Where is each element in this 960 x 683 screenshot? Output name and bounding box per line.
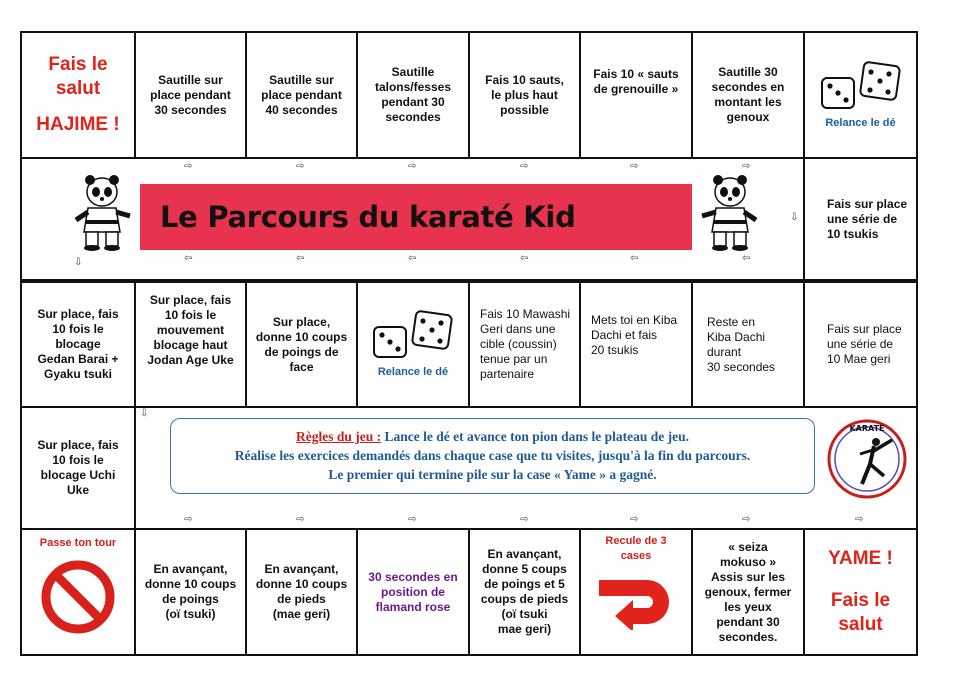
arrow-right-icon: ⇨ bbox=[408, 161, 417, 172]
arrow-down-icon: ⇩ bbox=[74, 257, 83, 268]
karate-seal-icon bbox=[826, 418, 908, 500]
cell-oi-tsuki[interactable] bbox=[134, 528, 247, 656]
cell-yame-end[interactable] bbox=[803, 528, 918, 656]
arrow-right-icon: ⇨ bbox=[520, 161, 529, 172]
no-entry-icon bbox=[38, 557, 118, 637]
arrow-down-icon: ⇩ bbox=[140, 408, 149, 419]
rules-text1: Lance le dé et avance ton pion dans le plateau de jeu. bbox=[384, 429, 689, 444]
arrow-right-icon: ⇨ bbox=[630, 514, 639, 525]
cell-poings-pieds[interactable] bbox=[468, 528, 581, 656]
cell-genoux[interactable] bbox=[691, 31, 805, 159]
arrow-right-icon: ⇨ bbox=[296, 514, 305, 525]
arrow-right-icon: ⇨ bbox=[520, 514, 529, 525]
cell-sauts[interactable] bbox=[468, 31, 581, 159]
rules-line2: Réalise les exercices demandés dans chaque case que tu visites, jusqu'à la fin du parcours. bbox=[234, 448, 751, 463]
panda-karate-mascot-icon bbox=[72, 172, 132, 252]
cell-text: En avançant, donne 5 coups de poings et 5 coups de pieds (oï tsuki mae geri) bbox=[480, 547, 569, 636]
cell-seiza-mokuso[interactable] bbox=[691, 528, 805, 656]
cell-mae-geri[interactable] bbox=[803, 281, 918, 408]
cell-text: Fais sur place une série de 10 Mae geri bbox=[827, 322, 902, 366]
cell-text: 30 secondes en position de flamand rose bbox=[368, 569, 458, 614]
cell-text: Sautille talons/fesses pendant 30 secondes bbox=[374, 65, 452, 124]
arrow-right-icon: ⇨ bbox=[184, 161, 193, 172]
arrow-right-icon: ⇨ bbox=[855, 514, 864, 525]
cell-text: Sur place, fais 10 fois le mouvement blocage haut Jodan Age Uke bbox=[147, 293, 234, 367]
cell-grenouille[interactable] bbox=[579, 31, 693, 159]
yame-line1: YAME ! bbox=[828, 548, 893, 569]
cell-text: Relance le dé bbox=[377, 366, 449, 378]
cell-text: Sur place, donne 10 coups de poings de face bbox=[255, 314, 348, 374]
cell-passe-ton-tour[interactable] bbox=[20, 528, 136, 656]
cell-relance-1[interactable] bbox=[803, 31, 918, 159]
arrow-right-icon: ⇨ bbox=[408, 514, 417, 525]
yame-line3: salut bbox=[838, 614, 883, 635]
arrow-left-icon: ⇦ bbox=[630, 253, 639, 264]
cell-text: Sautille sur place pendant 40 secondes bbox=[261, 72, 342, 117]
cell-mawashi-geri[interactable] bbox=[468, 281, 581, 408]
cell-text: Sautille sur place pendant 30 secondes bbox=[150, 72, 231, 117]
cell-gedan-barai[interactable] bbox=[20, 281, 136, 408]
cell-text: Fais 10 Mawashi Geri dans une cible (coussin) tenue par un partenaire bbox=[480, 307, 571, 381]
cell-coups-poings-face[interactable] bbox=[245, 281, 358, 408]
dice-icon bbox=[370, 309, 456, 361]
arrow-left-icon: ⇦ bbox=[184, 253, 193, 264]
start-line1: Fais le bbox=[48, 54, 108, 75]
cell-text: « seiza mokuso » Assis sur les genoux, fermer les yeux pendant 30 secondes. bbox=[704, 539, 792, 644]
rules-line1 bbox=[171, 427, 814, 446]
cell-uchi-uke[interactable] bbox=[20, 406, 136, 530]
title-banner bbox=[140, 184, 692, 250]
arrow-right-icon: ⇨ bbox=[742, 161, 751, 172]
cell-text: Passe ton tour bbox=[39, 537, 117, 549]
cell-sautille-30[interactable] bbox=[134, 31, 247, 159]
cell-start-hajime[interactable] bbox=[20, 31, 136, 159]
cell-relance-2[interactable] bbox=[356, 281, 470, 408]
cell-tsukis[interactable] bbox=[803, 157, 918, 281]
cell-talons-fesses[interactable] bbox=[356, 31, 470, 159]
cell-text: En avançant, donne 10 coups de pieds (mae geri) bbox=[255, 562, 348, 621]
cell-text: Recule de 3 cases bbox=[605, 535, 667, 562]
arrow-left-icon: ⇦ bbox=[520, 253, 529, 264]
cell-kiba-dachi-tsukis[interactable] bbox=[579, 281, 693, 408]
arrow-right-icon: ⇨ bbox=[296, 161, 305, 172]
cell-flamand-rose[interactable] bbox=[356, 528, 470, 656]
page-title: Le Parcours du karaté Kid bbox=[160, 200, 576, 234]
cell-text: En avançant, donne 10 coups de poings (oï tsuki) bbox=[144, 562, 237, 621]
rules-line3: Le premier qui termine pile sur la case « Yame » a gagné. bbox=[328, 467, 657, 482]
arrow-right-icon: ⇨ bbox=[184, 514, 193, 525]
cell-text: Reste en Kiba Dachi durant 30 secondes bbox=[707, 314, 776, 374]
cell-kiba-dachi-30s[interactable] bbox=[691, 281, 805, 408]
dice-icon bbox=[818, 60, 904, 112]
arrow-left-icon: ⇦ bbox=[408, 253, 417, 264]
arrow-left-icon: ⇦ bbox=[742, 253, 751, 264]
cell-recule-3[interactable] bbox=[579, 528, 693, 656]
start-line2: salut bbox=[55, 78, 101, 99]
cell-text: Sur place, fais 10 fois le blocage Gedan Barai + Gyaku tsuki bbox=[37, 307, 119, 381]
cell-jodan-age-uke[interactable] bbox=[134, 281, 247, 408]
seal-text: KARATE bbox=[849, 424, 885, 433]
start-line3: HAJIME ! bbox=[36, 114, 120, 135]
cell-text: Sur place, fais 10 fois le blocage Uchi Uke bbox=[37, 438, 119, 497]
arrow-down-icon: ⇩ bbox=[790, 212, 799, 223]
rules-heading: Règles du jeu : bbox=[295, 429, 382, 444]
cell-mae-geri-avance[interactable] bbox=[245, 528, 358, 656]
rules-box bbox=[170, 418, 815, 494]
u-turn-arrow-icon bbox=[593, 570, 679, 630]
arrow-right-icon: ⇨ bbox=[742, 514, 751, 525]
cell-text: Fais 10 « sauts de grenouille » bbox=[593, 67, 679, 96]
panda-karate-mascot-icon bbox=[700, 172, 760, 252]
arrow-left-icon: ⇦ bbox=[296, 253, 305, 264]
cell-text: Sautille 30 secondes en montant les genoux bbox=[711, 65, 785, 124]
yame-line2: Fais le bbox=[830, 590, 891, 611]
cell-text: Mets toi en Kiba Dachi et fais 20 tsukis bbox=[591, 313, 678, 357]
cell-text: Fais sur place une série de 10 tsukis bbox=[827, 196, 908, 241]
arrow-right-icon: ⇨ bbox=[630, 161, 639, 172]
cell-text: Fais 10 sauts, le plus haut possible bbox=[485, 72, 564, 117]
cell-sautille-40[interactable] bbox=[245, 31, 358, 159]
cell-text: Relance le dé bbox=[825, 116, 896, 129]
